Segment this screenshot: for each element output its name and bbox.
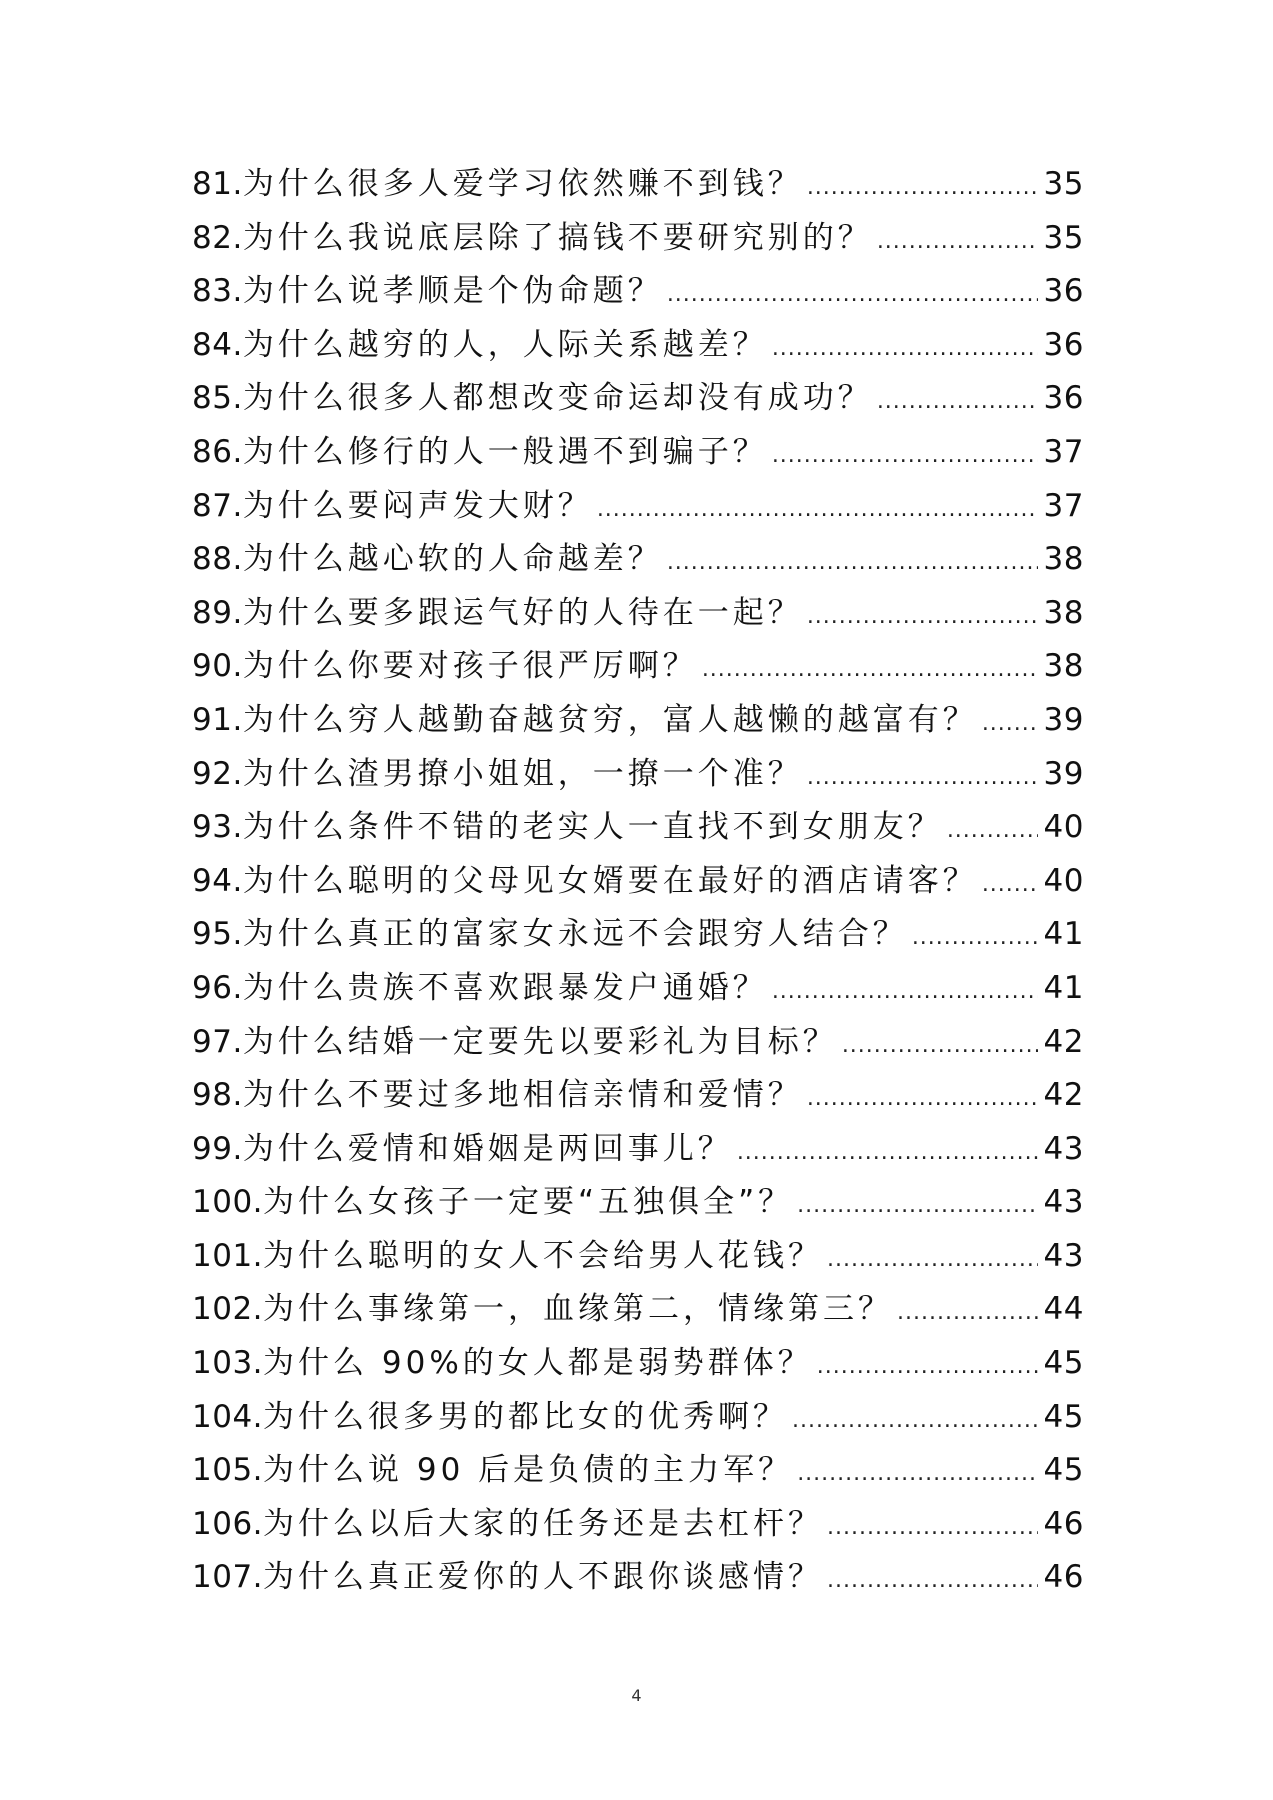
entry-number: 89. <box>192 594 243 631</box>
entry-number: 94. <box>192 862 243 899</box>
entry-number: 105. <box>192 1452 264 1489</box>
entry-number: 90. <box>192 648 243 685</box>
toc-entry[interactable] <box>192 1551 1084 1605</box>
entry-page-number: 45 <box>1043 1345 1084 1382</box>
dot-leader <box>597 483 1038 537</box>
dot-leader <box>947 804 1038 858</box>
entry-title: 为什么要多跟运气好的人待在一起？ <box>242 594 803 631</box>
entry-number: 84. <box>192 326 243 363</box>
toc-entry[interactable] <box>192 694 1084 748</box>
entry-page-number: 35 <box>1043 219 1084 256</box>
entry-page-number: 39 <box>1043 755 1084 792</box>
entry-page-number: 38 <box>1043 648 1084 685</box>
entry-page-number: 37 <box>1043 433 1084 470</box>
toc-entry[interactable] <box>192 426 1084 480</box>
toc-entry[interactable] <box>192 1283 1084 1337</box>
entry-number: 93. <box>192 809 243 846</box>
entry-page-number: 43 <box>1043 1184 1084 1221</box>
dot-leader <box>807 1072 1038 1126</box>
entry-title: 为什么贵族不喜欢跟暴发户通婚？ <box>242 969 768 1006</box>
entry-page-number: 43 <box>1043 1237 1084 1274</box>
dot-leader <box>702 643 1038 697</box>
entry-page-number: 38 <box>1043 594 1084 631</box>
entry-number: 83. <box>192 273 243 310</box>
entry-page-number: 37 <box>1043 487 1084 524</box>
entry-page-number: 43 <box>1043 1130 1084 1167</box>
entry-number: 96. <box>192 969 243 1006</box>
entry-page-number: 36 <box>1043 326 1084 363</box>
entry-page-number: 42 <box>1043 1077 1084 1114</box>
entry-page-number: 41 <box>1043 916 1084 953</box>
entry-title: 为什么女孩子一定要“五独俱全”？ <box>263 1184 794 1221</box>
entry-title: 为什么你要对孩子很严厉啊？ <box>242 648 698 685</box>
toc-entry[interactable] <box>192 533 1084 587</box>
toc-entry[interactable] <box>192 1176 1084 1230</box>
entry-title: 为什么条件不错的老实人一直找不到女朋友？ <box>242 809 943 846</box>
entry-page-number: 42 <box>1043 1023 1084 1060</box>
entry-page-number: 46 <box>1043 1505 1084 1542</box>
entry-title: 为什么很多人爱学习依然赚不到钱？ <box>242 166 803 202</box>
entry-number: 95. <box>192 916 243 953</box>
entry-page-number: 40 <box>1043 862 1084 899</box>
dot-leader <box>667 268 1038 322</box>
entry-number: 92. <box>192 755 243 792</box>
entry-title: 为什么以后大家的任务还是去杠杆？ <box>263 1505 824 1542</box>
dot-leader <box>982 697 1038 751</box>
entry-page-number: 44 <box>1043 1291 1084 1328</box>
entry-title: 为什么越心软的人命越差？ <box>242 541 663 578</box>
entry-title: 为什么结婚一定要先以要彩礼为目标？ <box>242 1023 838 1060</box>
dot-leader <box>912 911 1038 965</box>
dot-leader <box>737 1126 1038 1180</box>
dot-leader <box>897 1286 1038 1340</box>
toc-entry[interactable] <box>192 1498 1084 1552</box>
entry-number: 88. <box>192 541 243 578</box>
table-of-contents <box>192 158 1084 1605</box>
entry-title: 为什么我说底层除了搞钱不要研究别的？ <box>242 219 873 256</box>
entry-title: 为什么真正爱你的人不跟你谈感情？ <box>263 1559 824 1596</box>
toc-entry[interactable] <box>192 962 1084 1016</box>
entry-page-number: 45 <box>1043 1398 1084 1435</box>
entry-title: 为什么聪明的父母见女婿要在最好的酒店请客？ <box>242 862 978 899</box>
entry-title: 为什么说 90 后是负债的主力军？ <box>263 1452 794 1489</box>
toc-entry[interactable] <box>192 1069 1084 1123</box>
entry-number: 97. <box>192 1023 243 1060</box>
dot-leader <box>827 1501 1038 1555</box>
dot-leader <box>792 1394 1038 1448</box>
entry-title: 为什么越穷的人，人际关系越差？ <box>242 326 768 363</box>
entry-title: 为什么要闷声发大财？ <box>242 487 593 524</box>
entry-number: 85. <box>192 380 243 417</box>
entry-page-number: 41 <box>1043 969 1084 1006</box>
toc-entry[interactable] <box>192 1230 1084 1284</box>
entry-page-number: 46 <box>1043 1559 1084 1596</box>
entry-title: 为什么很多男的都比女的优秀啊？ <box>263 1398 789 1435</box>
entry-title: 为什么穷人越勤奋越贫穷，富人越懒的越富有？ <box>242 701 978 738</box>
dot-leader <box>797 1447 1037 1501</box>
dot-leader <box>797 1179 1037 1233</box>
dot-leader <box>772 322 1038 376</box>
entry-title: 为什么真正的富家女永远不会跟穷人结合？ <box>242 916 908 953</box>
entry-page-number: 36 <box>1043 273 1084 310</box>
toc-entry[interactable] <box>192 480 1084 534</box>
entry-number: 101. <box>192 1237 264 1274</box>
entry-title: 为什么渣男撩小姐姐，一撩一个准？ <box>242 755 803 792</box>
entry-number: 98. <box>192 1077 243 1114</box>
entry-page-number: 40 <box>1043 809 1084 846</box>
toc-entry[interactable] <box>192 748 1084 802</box>
entry-number: 99. <box>192 1130 243 1167</box>
entry-page-number: 38 <box>1043 541 1084 578</box>
entry-number: 91. <box>192 701 243 738</box>
entry-number: 82. <box>192 219 243 256</box>
entry-page-number: 39 <box>1043 701 1084 738</box>
entry-number: 104. <box>192 1398 264 1435</box>
toc-entry[interactable] <box>192 1016 1084 1070</box>
entry-number: 103. <box>192 1345 264 1382</box>
dot-leader <box>827 1233 1038 1287</box>
entry-title: 为什么爱情和婚姻是两回事儿？ <box>242 1130 733 1167</box>
entry-number: 87. <box>192 487 243 524</box>
toc-entry[interactable] <box>192 1123 1084 1177</box>
toc-entry[interactable] <box>192 319 1084 373</box>
dot-leader <box>982 858 1038 912</box>
dot-leader <box>817 1340 1038 1394</box>
toc-entry[interactable] <box>192 908 1084 962</box>
toc-entry[interactable] <box>192 158 1084 212</box>
entry-title: 为什么聪明的女人不会给男人花钱？ <box>263 1237 824 1274</box>
entry-number: 86. <box>192 433 243 470</box>
dot-leader <box>877 375 1038 429</box>
toc-entry[interactable] <box>192 1391 1084 1445</box>
entry-title: 为什么不要过多地相信亲情和爱情？ <box>242 1077 803 1114</box>
entry-page-number: 35 <box>1043 166 1084 202</box>
dot-leader <box>807 751 1038 805</box>
toc-entry[interactable] <box>192 265 1084 319</box>
entry-page-number: 36 <box>1043 380 1084 417</box>
dot-leader <box>827 1554 1038 1608</box>
entry-title: 为什么 90%的女人都是弱势群体？ <box>263 1345 813 1382</box>
toc-entry[interactable] <box>192 1337 1084 1391</box>
dot-leader <box>772 429 1038 483</box>
entry-title: 为什么修行的人一般遇不到骗子？ <box>242 433 768 470</box>
dot-leader <box>877 215 1038 269</box>
toc-entry[interactable] <box>192 640 1084 694</box>
dot-leader <box>842 1019 1038 1073</box>
entry-number: 102. <box>192 1291 264 1328</box>
entry-number: 81. <box>192 166 243 202</box>
dot-leader <box>772 965 1038 1019</box>
toc-entry[interactable] <box>192 372 1084 426</box>
entry-number: 100. <box>192 1184 264 1221</box>
toc-entry[interactable] <box>192 855 1084 909</box>
toc-entry[interactable] <box>192 212 1084 266</box>
entry-title: 为什么说孝顺是个伪命题？ <box>242 273 663 310</box>
entry-title: 为什么很多人都想改变命运却没有成功？ <box>242 380 873 417</box>
toc-entry[interactable] <box>192 1444 1084 1498</box>
dot-leader <box>807 590 1038 644</box>
entry-title: 为什么事缘第一，血缘第二，情缘第三？ <box>263 1291 894 1328</box>
toc-entry[interactable] <box>192 801 1084 855</box>
entry-number: 106. <box>192 1505 264 1542</box>
entry-number: 107. <box>192 1559 264 1596</box>
entry-page-number: 45 <box>1043 1452 1084 1489</box>
page-number: 4 <box>631 1686 642 1705</box>
toc-entry[interactable] <box>192 587 1084 641</box>
dot-leader <box>667 536 1038 590</box>
dot-leader <box>807 161 1038 215</box>
